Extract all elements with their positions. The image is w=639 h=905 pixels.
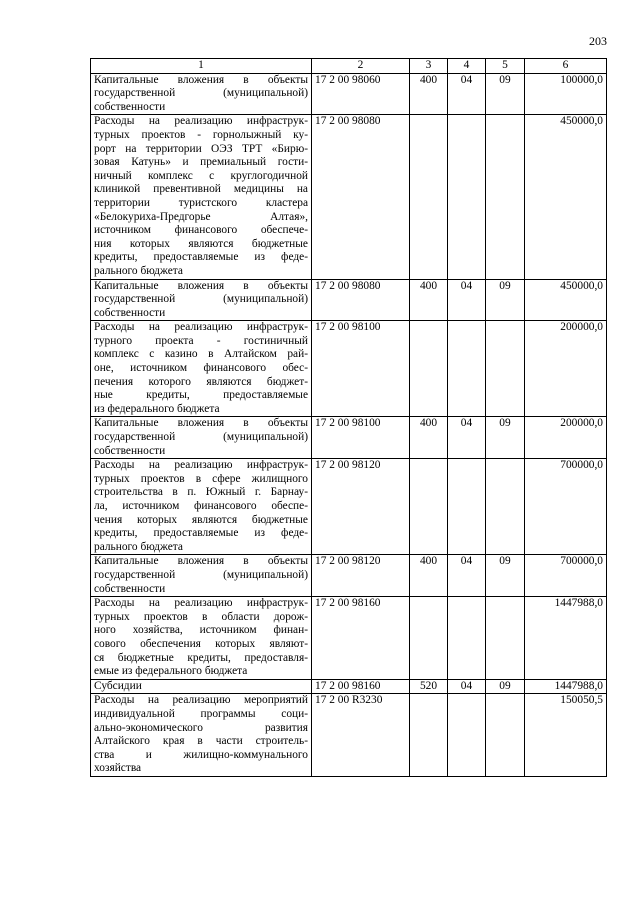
description-line: источником финансового обеспече- [94, 224, 308, 237]
row-description [91, 417, 312, 459]
description-line: строительства в п. Южный г. Барнау- [94, 486, 308, 499]
row-amount: 1447988,0 [525, 597, 607, 680]
row-amount: 700000,0 [525, 459, 607, 555]
row-description [91, 679, 312, 694]
description-line: Капитальные вложения в объекты [94, 555, 308, 568]
description-line: собственности [94, 306, 166, 319]
row-amount: 450000,0 [525, 115, 607, 279]
row-subsection: 09 [486, 679, 525, 694]
description-line: «Белокуриха-Предгорье Алтая», [94, 210, 308, 223]
row-section [448, 694, 486, 777]
row-subsection: 09 [486, 555, 525, 597]
description-line: Капитальные вложения в объекты [94, 417, 308, 430]
row-subsection [486, 694, 525, 777]
description-line: Расходы на реализацию инфраструк- [94, 459, 308, 472]
description-line: зовая Катунь» и премиальный гости- [94, 156, 308, 169]
table-row [91, 115, 607, 279]
row-description [91, 73, 312, 115]
row-expense-type: 400 [410, 417, 448, 459]
description-line: Алтайского края в части строитель- [94, 735, 308, 748]
row-expense-type: 400 [410, 555, 448, 597]
row-expense-type: 520 [410, 679, 448, 694]
description-line: из федерального бюджета [94, 402, 220, 415]
description-line: индивидуальной программы соци- [94, 707, 308, 720]
header-cell-3: 3 [410, 59, 448, 74]
row-subsection: 09 [486, 279, 525, 321]
row-description [91, 279, 312, 321]
description-line: турных проектов в области дорож- [94, 610, 308, 623]
row-expense-type [410, 694, 448, 777]
description-line: комплекс с казино в Алтайском рай- [94, 348, 308, 361]
description-line: турного проекта - гостиничный [94, 334, 308, 347]
row-section: 04 [448, 279, 486, 321]
table-row [91, 73, 607, 115]
header-cell-2: 2 [312, 59, 410, 74]
row-description [91, 555, 312, 597]
row-subsection [486, 115, 525, 279]
row-amount: 150050,5 [525, 694, 607, 777]
table-row [91, 679, 607, 694]
row-code: 17 2 00 98100 [312, 417, 410, 459]
description-line: ла, источником финансового обеспе- [94, 500, 308, 512]
table-row [91, 459, 607, 555]
description-line: Субсидии [94, 679, 142, 692]
row-code: 17 2 00 98080 [312, 115, 410, 279]
row-expense-type [410, 115, 448, 279]
description-line: ально-экономического развития [94, 721, 308, 734]
description-line: ничный комплекс с круглогодичной [94, 169, 308, 182]
page-number: 203 [589, 34, 607, 48]
row-amount: 200000,0 [525, 417, 607, 459]
description-line: территории туристского кластера [94, 196, 308, 209]
row-subsection: 09 [486, 73, 525, 115]
description-line: сового обеспечения которых являют- [94, 637, 308, 650]
description-line: ния которых являются бюджетные [94, 237, 308, 250]
table-row [91, 555, 607, 597]
description-line: кредиты, предоставляемые из феде- [94, 251, 308, 264]
description-line: оне, источником финансового обес- [94, 362, 308, 375]
row-description [91, 694, 312, 777]
description-line: рального бюджета [94, 540, 183, 553]
table-row [91, 417, 607, 459]
table-row [91, 279, 607, 321]
description-line: государственной (муниципальной) [94, 568, 308, 581]
row-section: 04 [448, 555, 486, 597]
row-code: 17 2 00 98160 [312, 597, 410, 680]
description-line: государственной (муниципальной) [94, 431, 308, 444]
description-line: турных проектов - горнолыжный ку- [94, 128, 308, 141]
row-code: 17 2 00 98060 [312, 73, 410, 115]
description-line: государственной (муниципальной) [94, 293, 308, 306]
row-expense-type: 400 [410, 279, 448, 321]
header-row [91, 59, 607, 74]
description-line: ства и жилищно-коммунального [94, 748, 308, 761]
description-line: Расходы на реализацию инфраструк- [94, 597, 308, 610]
description-line: емые из федерального бюджета [94, 665, 248, 678]
row-code: 17 2 00 98080 [312, 279, 410, 321]
table-row [91, 321, 607, 417]
row-expense-type [410, 321, 448, 417]
description-line: кредиты, предоставляемые из феде- [94, 527, 308, 540]
row-section: 04 [448, 73, 486, 115]
description-line: печения которого являются бюджет- [94, 375, 308, 388]
description-line: ного хозяйства, источником финан- [94, 624, 308, 637]
row-subsection [486, 321, 525, 417]
description-line: хозяйства [94, 762, 142, 775]
row-description [91, 597, 312, 680]
row-code: 17 2 00 98120 [312, 555, 410, 597]
row-code: 17 2 00 R3230 [312, 694, 410, 777]
row-amount: 1447988,0 [525, 679, 607, 694]
row-section [448, 115, 486, 279]
description-line: Капитальные вложения в объекты [94, 279, 308, 292]
table-row [91, 597, 607, 680]
row-amount: 700000,0 [525, 555, 607, 597]
description-line: собственности [94, 582, 166, 595]
description-line: клиникой превентивной медицины на [94, 183, 308, 196]
description-line: рального бюджета [94, 264, 183, 277]
header-cell-1: 1 [91, 59, 312, 74]
row-code: 17 2 00 98120 [312, 459, 410, 555]
description-line: Расходы на реализацию инфраструк- [94, 115, 308, 128]
description-line: собственности [94, 100, 166, 113]
description-line: рорт на территории ОЭЗ ТРТ «Бирю- [94, 142, 308, 155]
row-expense-type: 400 [410, 73, 448, 115]
description-line: ся бюджетные кредиты, предоставля- [94, 651, 308, 664]
table-row [91, 694, 607, 777]
description-line: государственной (муниципальной) [94, 87, 308, 100]
row-section: 04 [448, 679, 486, 694]
row-expense-type [410, 597, 448, 680]
row-amount: 200000,0 [525, 321, 607, 417]
row-code: 17 2 00 98160 [312, 679, 410, 694]
budget-table [90, 58, 607, 777]
row-section [448, 597, 486, 680]
row-subsection [486, 459, 525, 555]
row-description [91, 115, 312, 279]
row-description [91, 459, 312, 555]
row-expense-type [410, 459, 448, 555]
description-line: Расходы на реализацию мероприятий [94, 694, 308, 707]
row-subsection: 09 [486, 417, 525, 459]
description-line: Расходы на реализацию инфраструк- [94, 321, 308, 334]
description-line: собственности [94, 444, 166, 457]
description-line: турных проектов в сфере жилищного [94, 472, 308, 485]
description-line: ные кредиты, предоставляемые [94, 389, 308, 402]
description-line: Капитальные вложения в объекты [94, 73, 308, 86]
row-section [448, 459, 486, 555]
row-amount: 450000,0 [525, 279, 607, 321]
row-subsection [486, 597, 525, 680]
header-cell-6: 6 [525, 59, 607, 74]
header-cell-4: 4 [448, 59, 486, 74]
row-section: 04 [448, 417, 486, 459]
row-description [91, 321, 312, 417]
row-section [448, 321, 486, 417]
description-line: чения которых являются бюджетные [94, 513, 308, 526]
header-cell-5: 5 [486, 59, 525, 74]
row-code: 17 2 00 98100 [312, 321, 410, 417]
row-amount: 100000,0 [525, 73, 607, 115]
